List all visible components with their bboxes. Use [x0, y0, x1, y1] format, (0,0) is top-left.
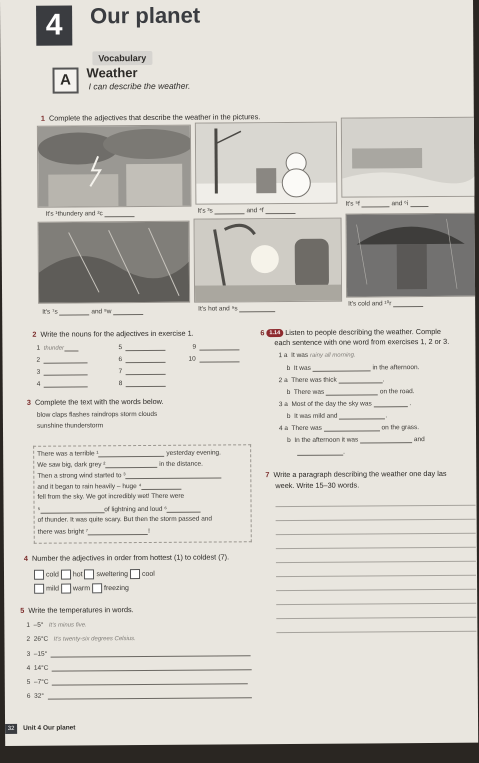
ex5-item-2: 2 26°C It's twenty-six degrees Celsius. [26, 635, 136, 643]
ex7-write-line-6[interactable] [276, 575, 476, 577]
ex3-text-line-1: There was a terrible ¹ yesterday evening. [37, 449, 221, 458]
lesson-letter: A [52, 67, 78, 93]
ex1-instruction [41, 112, 261, 123]
ex6-item-3b: b It was mild and . [286, 412, 388, 421]
ex5-answer-2: It's twenty-six degrees Celsius. [53, 636, 136, 643]
ex5-number: 5 [20, 605, 25, 615]
ex3-text-line-8: there was bright ⁷ ! [37, 527, 150, 536]
caption-1-text: It's ¹thundery and ²c [45, 210, 103, 218]
ex7-instruction-b: week. Write 15–30 words. [275, 480, 360, 491]
ex7-write-line-3[interactable] [276, 533, 476, 535]
ex7-write-line-10[interactable] [276, 631, 476, 633]
ex2-number: 2 [32, 329, 37, 339]
ex4-box-warm[interactable] [61, 584, 71, 594]
ex2-item-6: 6 [118, 355, 165, 363]
caption-3a-text: It's ⁵f [345, 200, 360, 208]
ex7-write-line-2[interactable] [276, 519, 476, 521]
unit-number-box: 4 [36, 5, 72, 45]
ex6-item-4a: 4 a There was on the grass. [278, 424, 420, 433]
ex2-item-10: 10 [188, 354, 239, 362]
ex3-text-line-3: Then a strong wind started to ³ [37, 470, 221, 479]
caption-6 [348, 299, 423, 308]
ex3-text-line-7: of thunder. It was quite scary. But then the storm passed and [37, 515, 213, 524]
ex6-instruction-a: Listen to people describing the weather. Comple [285, 326, 441, 338]
ex3-text-line-6: ⁵ of lightning and loud ⁶ [38, 505, 201, 514]
ex2-instruction-text: Write the nouns for the adjectives in exercise 1. [40, 328, 194, 339]
ex3-text-line-2: We saw big, dark grey ² in the distance. [37, 460, 203, 469]
ex6-item-2b: b There was on the road. [286, 388, 415, 397]
ex7-instruction [265, 469, 446, 479]
picture-thundery-cloudy [37, 125, 192, 208]
ex4-box-hot[interactable] [61, 570, 71, 580]
page-number: 32 [5, 724, 17, 734]
ex3-instruction [27, 397, 164, 407]
ex7-write-line-7[interactable] [276, 589, 476, 591]
ex7-write-line-8[interactable] [276, 603, 476, 605]
ex6-instruction-b: each sentence with one word from exercises 1, 2 or 3. [274, 336, 450, 348]
ex7-write-line-5[interactable] [276, 561, 476, 563]
ex2-instruction [32, 329, 193, 339]
caption-2 [197, 206, 295, 215]
ex6-item-3a: 3 a Most of the day the sky was . [278, 400, 412, 409]
picture-hot-sunny [194, 218, 343, 303]
ex6-item-4b-line2: . [297, 448, 345, 456]
ex2-item-5: 5 [118, 343, 165, 351]
caption-4 [42, 307, 143, 316]
ex6-item-4b: b In the afternoon it was and [287, 436, 425, 445]
picture-stormy-windy [38, 221, 191, 304]
ex4-row-2: mild warm freezing [34, 583, 129, 594]
ex4-instruction-text: Number the adjectives in order from hottest (1) to coldest (7). [31, 552, 230, 563]
caption-4b-text: and ⁸w [91, 308, 112, 316]
ex2-item-3: 3 [37, 367, 88, 375]
ex4-number: 4 [23, 553, 28, 563]
ex4-box-cool[interactable] [130, 569, 140, 579]
lesson-title: Weather [86, 65, 138, 81]
section-label: Vocabulary [92, 51, 152, 65]
caption-3b-text: and ⁶i [391, 200, 409, 208]
ex7-number: 7 [265, 470, 270, 480]
footer-label: Unit 4 Our planet [23, 724, 76, 732]
ex2-item-1: 1 thunder [36, 343, 78, 351]
can-do-statement: I can describe the weather. [88, 80, 191, 92]
caption-2a-text: It's ³s [197, 207, 213, 215]
ex5-item-3: 3 –15° [27, 648, 251, 658]
ex3-text-line-4: and it began to rain heavily – huge ⁴ [37, 482, 181, 491]
ex2-item-7: 7 [119, 367, 166, 375]
ex2-item-8: 8 [119, 379, 166, 387]
ex2-item-9: 9 [192, 342, 239, 350]
ex7-write-line-4[interactable] [276, 547, 476, 549]
ex2-item-4: 4 [37, 379, 88, 387]
ex3-text-line-5: fell from the sky. We got incredibly wet! There were [37, 492, 185, 501]
caption-5-text: It's hot and ⁹s [198, 305, 238, 313]
ex1-number: 1 [40, 113, 45, 123]
picture-cold-rainy [345, 213, 477, 298]
ex2-item-2: 2 [36, 355, 87, 363]
audio-track-badge[interactable]: 1.14 [266, 329, 283, 337]
ex3-instruction-text: Complete the text with the words below. [34, 396, 164, 407]
caption-5 [198, 304, 275, 313]
ex5-instruction [20, 605, 133, 615]
picture-snowy-foggy [195, 122, 338, 205]
ex4-box-cold[interactable] [34, 570, 44, 580]
ex5-item-5: 5 –7°C [27, 676, 248, 686]
caption-2b-text: and ⁴f [246, 207, 264, 215]
caption-4a-text: It's ⁷s [42, 308, 58, 316]
ex6-item-2a: 2 a There was thick . [278, 376, 385, 385]
ex3-number: 3 [26, 397, 31, 407]
ex7-write-line-1[interactable] [276, 505, 476, 507]
ex4-instruction [24, 552, 229, 562]
caption-3 [345, 199, 428, 208]
ex7-instruction-a: Write a paragraph describing the weather one day las [273, 468, 447, 480]
ex6-item-1a: 1 a It was rainy all morning. [278, 351, 356, 360]
ex6-answer-1a: rainy all morning. [309, 352, 356, 359]
ex4-box-sweltering[interactable] [84, 569, 94, 579]
ex3-word-box-line2: sunshine thunderstorm [36, 422, 104, 430]
ex4-row-1: cold hot sweltering cool [34, 569, 155, 580]
caption-6-text: It's cold and ¹⁰r [348, 300, 392, 308]
ex3-word-box-line1: blow claps flashes raindrops storm clouds [36, 410, 158, 419]
ex7-write-line-9[interactable] [276, 617, 476, 619]
ex6-item-1b: b It was in the afternoon. [286, 364, 420, 373]
ex4-box-mild[interactable] [34, 584, 44, 594]
ex5-item-6: 6 32° [27, 690, 252, 700]
ex4-box-freezing[interactable] [92, 583, 102, 593]
ex5-item-1: 1 –5° It's minus five. [26, 621, 87, 629]
unit-title: Our planet [90, 2, 201, 29]
ex1-instruction-text: Complete the adjectives that describe the weather in the pictures. [48, 112, 261, 123]
ex5-instruction-text: Write the temperatures in words. [28, 605, 134, 615]
ex6-instruction [260, 327, 441, 337]
ex5-answer-1: It's minus five. [48, 622, 87, 629]
picture-foggy-icy [341, 117, 477, 198]
ex6-number: 6 [260, 328, 265, 338]
ex2-answer-1: thunder [43, 345, 65, 352]
ex5-item-4: 4 14°C [27, 662, 252, 672]
caption-1 [45, 209, 134, 218]
